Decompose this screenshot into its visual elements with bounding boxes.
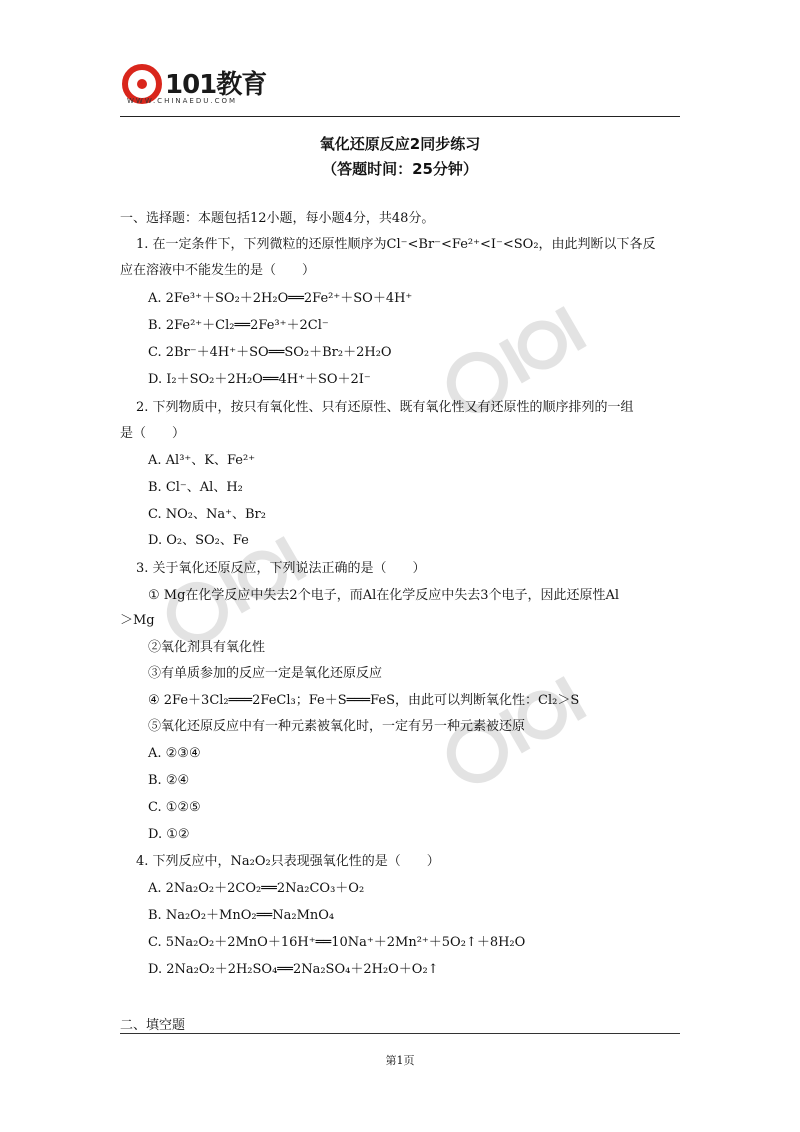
option-c: C. 2Br⁻＋4H⁺＋SO══SO₂＋Br₂＋2H₂O [148,345,392,360]
option-a: A. 2Na₂O₂＋2CO₂══2Na₂CO₃＋O₂ [148,881,365,896]
option-b: B. Na₂O₂＋MnO₂══Na₂MnO₄ [148,908,335,923]
statement-item: ⑤氧化还原反应中有一种元素被氧化时，一定有另一种元素被还原 [148,719,526,734]
statement-item: ②氧化剂具有氧化性 [148,640,266,655]
question-stem: 1. 在一定条件下，下列微粒的还原性顺序为Cl⁻<Br⁻<Fe²⁺<I⁻<SO₂，由此判断以下各反 [136,237,656,252]
logo-text: 101教育 [165,70,267,100]
header-rule [120,116,680,117]
question-stem: 3. 关于氧化还原反应，下列说法正确的是（ ） [136,561,426,576]
option-d: D. 2Na₂O₂＋2H₂SO₄══2Na₂SO₄＋2H₂O＋O₂↑ [148,962,439,977]
section-heading: 一、选择题：本题包括12小题，每小题4分，共48分。 [120,211,435,226]
option-c: C. 5Na₂O₂＋2MnO＋16H⁺══10Na⁺＋2Mn²⁺＋5O₂↑＋8H₂O [148,935,526,950]
option-b: B. ②④ [148,773,190,788]
statement-item: ④ 2Fe＋3Cl₂═══2FeCl₃；Fe＋S═══FeS，由此可以判断氧化性：Cl₂＞S [148,693,580,708]
question-stem: 4. 下列反应中，Na₂O₂只表现强氧化性的是（ ） [136,854,440,869]
option-b: B. Cl⁻、Al、H₂ [148,480,243,495]
option-c: C. ①②⑤ [148,800,201,815]
page-number: 第1页 [385,1054,415,1067]
question-stem: 是（ ） [120,426,186,441]
statement-item: ③有单质参加的反应一定是氧化还原反应 [148,666,383,681]
option-a: A. Al³⁺、K、Fe²⁺ [148,453,256,468]
logo-url: WWW.CHINAEDU.COM [127,97,238,105]
question-stem: 应在溶液中不能发生的是（ ） [120,263,316,278]
option-d: D. I₂＋SO₂＋2H₂O══4H⁺＋SO＋2I⁻ [148,372,371,387]
option-d: D. ①② [148,827,190,842]
page-title: 氧化还原反应2同步练习 [319,135,481,153]
option-a: A. ②③④ [148,746,201,761]
statement-item: ① Mg在化学反应中失去2个电子，而Al在化学反应中失去3个电子，因此还原性Al [148,588,620,603]
option-c: C. NO₂、Na⁺、Br₂ [148,507,266,522]
page-subtitle: （答题时间：25分钟） [322,160,478,178]
option-a: A. 2Fe³⁺＋SO₂＋2H₂O══2Fe²⁺＋SO＋4H⁺ [148,291,413,306]
statement-item: ＞Mg [120,613,155,628]
footer-rule [120,1033,680,1034]
option-d: D. O₂、SO₂、Fe [148,533,249,548]
question-stem: 2. 下列物质中，按只有氧化性、只有还原性、既有氧化性又有还原性的顺序排列的一组 [136,400,634,415]
option-b: B. 2Fe²⁺＋Cl₂══2Fe³⁺＋2Cl⁻ [148,318,329,333]
section-heading: 二、填空题 [120,1018,186,1033]
